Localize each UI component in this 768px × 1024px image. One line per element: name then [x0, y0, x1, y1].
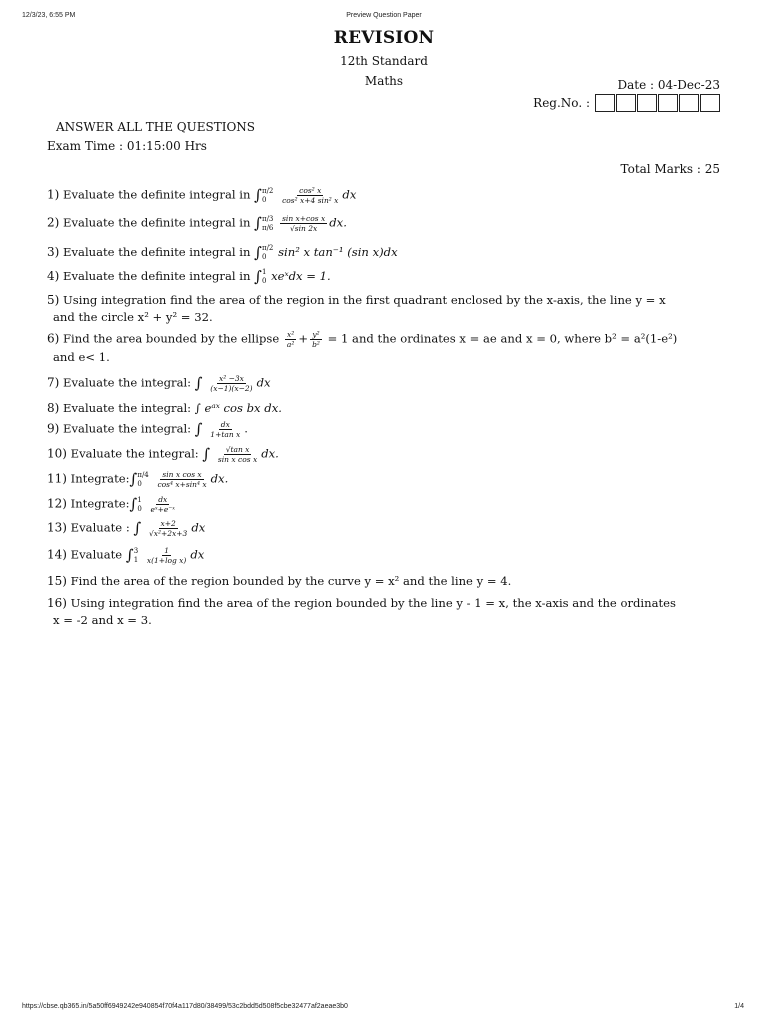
lower-limit: 1: [133, 555, 139, 564]
question-text: Evaluate the integral:: [63, 421, 192, 436]
integral-limits: [134, 547, 138, 565]
numerator: cos² x: [299, 186, 322, 195]
differential: dx: [191, 520, 206, 535]
reg-no-label: Reg.No. :: [533, 96, 590, 110]
denominator: a²: [286, 340, 295, 349]
denominator: (x−1)(x−2): [210, 384, 253, 393]
integral-sign: ∫: [129, 470, 138, 488]
integral-limits: [262, 187, 273, 205]
lower-limit: 0: [137, 479, 142, 488]
paper-standard: 12th Standard: [340, 54, 428, 68]
question-number: 16): [47, 596, 67, 610]
question-15: [47, 573, 511, 590]
question-number: 2): [47, 215, 60, 230]
denominator: sin x cos x: [217, 455, 258, 464]
question-14: [47, 546, 204, 565]
total-marks: Total Marks : 25: [620, 162, 720, 176]
numerator: sin x+cos x: [282, 214, 326, 223]
question-11: [47, 470, 228, 489]
question-text: Find the area of the region bounded by the curve y = x² and the line y = 4.: [70, 574, 512, 588]
reg-no-box: [595, 94, 615, 112]
question-text: Integrate:: [70, 471, 130, 486]
reg-no-box: [700, 94, 720, 112]
question-text: Evaluate the definite integral in: [63, 187, 251, 202]
question-continuation: and e< 1.: [53, 350, 110, 364]
denominator: 1+tan x: [210, 430, 241, 439]
fraction-y: [310, 330, 322, 349]
reg-no-box: [658, 94, 678, 112]
math-expression: ∫ eᵃˣ cos bx dx.: [194, 401, 282, 415]
instruction: ANSWER ALL THE QUESTIONS: [56, 120, 256, 134]
question-number: 5): [47, 293, 60, 307]
integral-sign: ∫: [254, 214, 262, 232]
question-number: 1): [47, 187, 60, 202]
differential: dx.: [210, 471, 229, 486]
reg-no-field: [533, 94, 720, 112]
upper-limit: π/4: [137, 470, 149, 479]
differential: dx.: [329, 215, 347, 230]
question-text: Using integration find the area of the region bounded by the line y - 1 = x, the x-axis and the ordinates: [70, 596, 676, 610]
question-9: [47, 420, 248, 439]
lower-limit: 0: [261, 277, 267, 285]
paper-title: REVISION: [333, 28, 435, 48]
lower-limit: 0: [137, 504, 142, 513]
integral-limits: [262, 268, 266, 286]
question-7: [47, 374, 271, 393]
lower-limit: 0: [261, 253, 267, 261]
numerator: sin x cos x: [162, 470, 202, 479]
denominator: b²: [312, 340, 320, 349]
question-number: 10): [47, 446, 67, 461]
denominator: √x²+2x+3: [148, 529, 188, 538]
fraction: [147, 519, 189, 538]
denominator: cos⁴ x+sin⁴ x: [157, 480, 207, 489]
numerator: √tan x: [225, 445, 250, 454]
differential: dx: [342, 187, 357, 202]
question-number: 11): [47, 471, 67, 486]
fraction-x: [285, 330, 296, 349]
integral-sign: ∫: [194, 420, 203, 438]
question-text-2: = 1 and the ordinates x = ae and x = 0, where b² = a²(1-e²): [327, 331, 678, 346]
fraction: [145, 546, 188, 565]
question-continuation: x = -2 and x = 3.: [53, 613, 152, 627]
numerator: x² −3x: [218, 374, 244, 383]
question-10: [47, 445, 279, 464]
upper-limit: π/2: [261, 244, 274, 252]
question-1: [47, 186, 356, 205]
integral-limits: [137, 496, 141, 514]
question-number: 9): [47, 421, 60, 436]
numerator: x+2: [160, 519, 176, 528]
integral-sign: ∫: [254, 186, 262, 204]
exam-time: Exam Time : 01:15:00 Hrs: [47, 139, 207, 153]
question-text: Find the area bounded by the ellipse: [63, 331, 280, 346]
question-16: [47, 595, 676, 629]
question-text: Evaluate: [70, 547, 123, 562]
question-number: 4): [47, 269, 60, 283]
integral-limits: [262, 215, 273, 233]
fraction: [208, 420, 242, 439]
question-number: 7): [47, 375, 60, 390]
denominator: √sin 2x: [290, 224, 318, 233]
question-text: Evaluate the definite integral in: [63, 269, 251, 283]
differential: dx: [190, 547, 205, 562]
integral-limits: [137, 471, 148, 489]
upper-limit: 1: [261, 268, 267, 276]
question-4: [47, 268, 331, 286]
question-2: [47, 214, 347, 233]
upper-limit: π/2: [261, 186, 274, 195]
lower-limit: π/6: [261, 223, 274, 232]
question-continuation: and the circle x² + y² = 32.: [53, 310, 213, 324]
denominator: cos² x+4 sin² x: [282, 196, 339, 205]
integral-sign: ∫: [194, 374, 203, 392]
integral-limits: [262, 244, 273, 262]
numerator: 1: [164, 546, 169, 555]
fraction: [280, 186, 340, 205]
question-number: 6): [47, 331, 60, 346]
question-text: Using integration find the area of the region in the first quadrant enclosed by the x-axis, the line y = x: [63, 293, 666, 307]
print-page-title: Preview Question Paper: [346, 12, 422, 19]
question-13: [47, 519, 205, 538]
terminator: .: [244, 421, 248, 436]
question-text: Evaluate the integral:: [70, 446, 199, 461]
paper-subject: Maths: [364, 74, 404, 88]
integral-sign: ∫: [254, 243, 262, 262]
integral-sign: ∫: [254, 267, 262, 286]
differential: dx: [256, 375, 271, 390]
question-text: Integrate:: [70, 496, 130, 511]
reg-no-box: [616, 94, 636, 112]
integral-sign: ∫: [129, 495, 138, 513]
print-url[interactable]: https://cbse.qb365.in/5a50ff6949242e940854f70f4a117d80/38499/53c2bdd5d508f5cbe32477af2aeae3b0: [22, 1003, 348, 1010]
question-text: Evaluate the definite integral in: [63, 245, 251, 259]
denominator: eˣ+e⁻ˣ: [150, 505, 175, 514]
question-12: [47, 495, 179, 514]
integral-sign: ∫: [202, 445, 211, 463]
differential: dx.: [261, 446, 279, 461]
integral-sign: ∫: [133, 519, 142, 537]
fraction: [216, 445, 259, 464]
question-3: [47, 244, 398, 262]
upper-limit: 1: [137, 495, 142, 504]
numerator: x²: [287, 330, 295, 339]
upper-limit: π/3: [261, 214, 274, 223]
reg-no-boxes: [594, 94, 720, 112]
question-6: 6) Find the area bounded by the ellipse $\frac{\text{x²}}{\text{a²}}$ + $\frac{\text{y²}}{\text{b²}}$ = 1 and the ordinates x = ae and x = 0, where b² = a²(1-e²) and e< 1.: [47, 330, 678, 364]
question-text: Evaluate :: [70, 520, 130, 535]
math-expression: xeˣdx = 1.: [271, 269, 331, 283]
question-number: 12): [47, 496, 67, 511]
math-expression: sin² x tan⁻¹ (sin x)dx: [278, 245, 398, 259]
integral-sign: ∫: [125, 546, 134, 564]
question-number: 14): [47, 547, 67, 562]
fraction: [208, 374, 254, 393]
fraction: [155, 470, 208, 489]
question-number: 15): [47, 574, 67, 588]
denominator: x(1+log x): [146, 556, 187, 565]
print-page-number: 1/4: [734, 1003, 744, 1010]
upper-limit: 3: [133, 546, 139, 555]
numerator: dx: [220, 420, 230, 429]
question-number: 8): [47, 401, 60, 415]
question-text: Evaluate the integral:: [63, 375, 192, 390]
question-5: [47, 292, 666, 326]
fraction: [149, 495, 177, 514]
question-number: 3): [47, 245, 60, 259]
question-number: 13): [47, 520, 67, 535]
lower-limit: 0: [261, 195, 267, 204]
question-text: Evaluate the integral:: [63, 401, 192, 415]
reg-no-box: [637, 94, 657, 112]
numerator: dx: [158, 495, 168, 504]
fraction: [280, 214, 327, 233]
numerator: y²: [312, 330, 320, 339]
paper-date: Date : 04-Dec-23: [617, 78, 720, 92]
print-datetime: 12/3/23, 6:55 PM: [22, 12, 76, 19]
reg-no-box: [679, 94, 699, 112]
question-text: Evaluate the definite integral in: [63, 215, 251, 230]
question-8: [47, 400, 282, 417]
